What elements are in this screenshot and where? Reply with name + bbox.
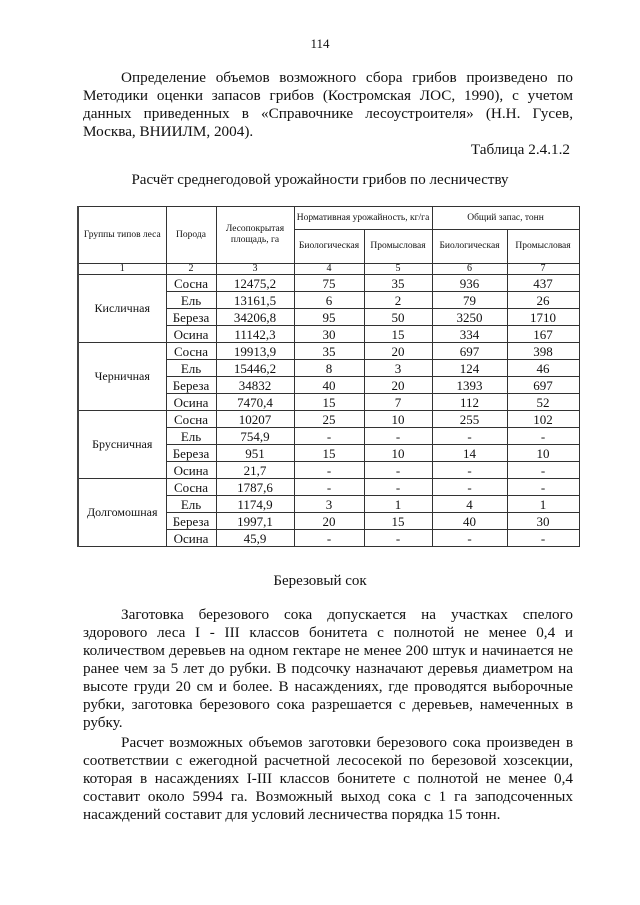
cell-area: 12475,2 bbox=[216, 275, 294, 292]
cell-stock-comm: 697 bbox=[507, 377, 579, 394]
cell-stock-comm: 167 bbox=[507, 326, 579, 343]
cell-stock-comm: 1710 bbox=[507, 309, 579, 326]
cell-stock-comm: 26 bbox=[507, 292, 579, 309]
cell-norm-comm: 15 bbox=[364, 513, 432, 530]
header-species: Порода bbox=[166, 207, 216, 264]
cell-species: Ель bbox=[166, 428, 216, 445]
cell-stock-bio: 1393 bbox=[432, 377, 507, 394]
cell-norm-bio: - bbox=[294, 428, 364, 445]
cell-stock-bio: 697 bbox=[432, 343, 507, 360]
cell-stock-bio: 79 bbox=[432, 292, 507, 309]
cell-stock-comm: 30 bbox=[507, 513, 579, 530]
cell-norm-comm: 15 bbox=[364, 326, 432, 343]
birch-sap-paragraph-1 bbox=[83, 606, 573, 732]
cell-area: 1787,6 bbox=[216, 479, 294, 496]
header-norm-yield: Нормативная урожайность, кг/га bbox=[294, 207, 432, 230]
cell-area: 951 bbox=[216, 445, 294, 462]
intro-paragraph bbox=[83, 69, 573, 141]
cell-stock-comm: 437 bbox=[507, 275, 579, 292]
cell-species: Осина bbox=[166, 394, 216, 411]
table-row bbox=[78, 275, 579, 292]
cell-norm-bio: 6 bbox=[294, 292, 364, 309]
cell-species: Ель bbox=[166, 496, 216, 513]
cell-stock-comm: 10 bbox=[507, 445, 579, 462]
col-number: 6 bbox=[432, 264, 507, 275]
cell-species: Береза bbox=[166, 445, 216, 462]
header-stock-bio: Биологическая bbox=[432, 230, 507, 264]
table-row bbox=[78, 411, 579, 428]
cell-stock-bio: - bbox=[432, 462, 507, 479]
cell-area: 34832 bbox=[216, 377, 294, 394]
cell-stock-comm: - bbox=[507, 479, 579, 496]
cell-area: 754,9 bbox=[216, 428, 294, 445]
header-group: Группы типов леса bbox=[78, 207, 166, 264]
cell-norm-bio: 20 bbox=[294, 513, 364, 530]
cell-stock-comm: 46 bbox=[507, 360, 579, 377]
header-total-stock: Общий запас, тонн bbox=[432, 207, 579, 230]
cell-norm-comm: - bbox=[364, 428, 432, 445]
cell-norm-bio: - bbox=[294, 530, 364, 547]
cell-norm-bio: 3 bbox=[294, 496, 364, 513]
cell-area: 13161,5 bbox=[216, 292, 294, 309]
cell-norm-bio: 8 bbox=[294, 360, 364, 377]
cell-area: 45,9 bbox=[216, 530, 294, 547]
cell-stock-bio: 112 bbox=[432, 394, 507, 411]
cell-norm-bio: 25 bbox=[294, 411, 364, 428]
cell-stock-comm: - bbox=[507, 428, 579, 445]
col-number: 1 bbox=[78, 264, 166, 275]
cell-norm-bio: 30 bbox=[294, 326, 364, 343]
cell-norm-bio: 40 bbox=[294, 377, 364, 394]
cell-species: Береза bbox=[166, 309, 216, 326]
cell-norm-comm: - bbox=[364, 462, 432, 479]
cell-stock-bio: 124 bbox=[432, 360, 507, 377]
cell-species: Ель bbox=[166, 292, 216, 309]
cell-norm-comm: 3 bbox=[364, 360, 432, 377]
col-number: 4 bbox=[294, 264, 364, 275]
cell-species: Сосна bbox=[166, 411, 216, 428]
cell-norm-comm: - bbox=[364, 530, 432, 547]
cell-species: Осина bbox=[166, 326, 216, 343]
cell-species: Ель bbox=[166, 360, 216, 377]
cell-species: Сосна bbox=[166, 479, 216, 496]
cell-area: 1174,9 bbox=[216, 496, 294, 513]
cell-area: 7470,4 bbox=[216, 394, 294, 411]
cell-norm-bio: 75 bbox=[294, 275, 364, 292]
table-row bbox=[78, 343, 579, 360]
table-title: Расчёт среднегодовой урожайности грибов по лесничеству bbox=[131, 172, 509, 188]
cell-norm-bio: - bbox=[294, 462, 364, 479]
cell-norm-comm: 7 bbox=[364, 394, 432, 411]
cell-stock-bio: 3250 bbox=[432, 309, 507, 326]
cell-norm-comm: 20 bbox=[364, 343, 432, 360]
cell-stock-comm: 102 bbox=[507, 411, 579, 428]
section-title: Березовый сок bbox=[273, 573, 367, 589]
forest-group-cell: Брусничная bbox=[78, 411, 166, 479]
cell-norm-comm: 2 bbox=[364, 292, 432, 309]
cell-stock-comm: - bbox=[507, 462, 579, 479]
cell-stock-comm: 1 bbox=[507, 496, 579, 513]
cell-norm-bio: 15 bbox=[294, 445, 364, 462]
cell-stock-comm: - bbox=[507, 530, 579, 547]
cell-norm-comm: 35 bbox=[364, 275, 432, 292]
cell-norm-bio: 95 bbox=[294, 309, 364, 326]
cell-norm-comm: - bbox=[364, 479, 432, 496]
cell-area: 15446,2 bbox=[216, 360, 294, 377]
cell-stock-bio: 334 bbox=[432, 326, 507, 343]
cell-species: Осина bbox=[166, 462, 216, 479]
col-number: 5 bbox=[364, 264, 432, 275]
cell-norm-bio: - bbox=[294, 479, 364, 496]
birch-sap-paragraph-2 bbox=[83, 734, 573, 824]
cell-species: Береза bbox=[166, 377, 216, 394]
page-number: 114 bbox=[310, 36, 330, 51]
cell-stock-bio: 936 bbox=[432, 275, 507, 292]
forest-group-cell: Долгомошная bbox=[78, 479, 166, 547]
cell-area: 1997,1 bbox=[216, 513, 294, 530]
col-number: 7 bbox=[507, 264, 579, 275]
cell-stock-comm: 398 bbox=[507, 343, 579, 360]
cell-norm-comm: 1 bbox=[364, 496, 432, 513]
forest-group-cell: Черничная bbox=[78, 343, 166, 411]
intro-paragraph-text: Определение объемов возможного сбора грибов произведено по Методики оценки запасов грибов (Костромская ЛОС, 1990), с учетом данных приведенных в «Справочнике лесоустроителя» (Н.Н. Гусев, Москва, ВНИИЛМ, 2004). bbox=[83, 69, 573, 140]
header-area: Лесопокрытая площадь, га bbox=[216, 207, 294, 264]
cell-species: Береза bbox=[166, 513, 216, 530]
cell-stock-bio: 4 bbox=[432, 496, 507, 513]
forest-group-cell: Кисличная bbox=[78, 275, 166, 343]
cell-species: Осина bbox=[166, 530, 216, 547]
birch-sap-paragraph-1-text: Заготовка березового сока допускается на участках спелого здорового леса I - III классов бонитета с полнотой не менее 0,4 и количеством деревьев на одном гектаре не менее 200 штук и начинается не ранее чем за 5 лет до рубки. В подсочку назначают деревья диаметром на высоте груди 20 см и более. В насаждениях, где проводятся выборочные рубки, заготовка березового сока разрешается с деревьев, намеченных в рубку. bbox=[83, 606, 573, 731]
cell-stock-bio: 40 bbox=[432, 513, 507, 530]
header-norm-comm: Промысловая bbox=[364, 230, 432, 264]
cell-area: 11142,3 bbox=[216, 326, 294, 343]
cell-area: 21,7 bbox=[216, 462, 294, 479]
cell-species: Сосна bbox=[166, 343, 216, 360]
cell-stock-bio: 255 bbox=[432, 411, 507, 428]
cell-species: Сосна bbox=[166, 275, 216, 292]
cell-stock-bio: - bbox=[432, 530, 507, 547]
cell-area: 19913,9 bbox=[216, 343, 294, 360]
cell-norm-comm: 10 bbox=[364, 445, 432, 462]
cell-norm-comm: 50 bbox=[364, 309, 432, 326]
cell-stock-bio: 14 bbox=[432, 445, 507, 462]
cell-norm-comm: 10 bbox=[364, 411, 432, 428]
table-reference: Таблица 2.4.1.2 bbox=[470, 141, 570, 158]
cell-norm-comm: 20 bbox=[364, 377, 432, 394]
cell-stock-comm: 52 bbox=[507, 394, 579, 411]
cell-area: 10207 bbox=[216, 411, 294, 428]
cell-stock-bio: - bbox=[432, 428, 507, 445]
header-stock-comm: Промысловая bbox=[507, 230, 579, 264]
cell-area: 34206,8 bbox=[216, 309, 294, 326]
cell-norm-bio: 15 bbox=[294, 394, 364, 411]
cell-norm-bio: 35 bbox=[294, 343, 364, 360]
cell-stock-bio: - bbox=[432, 479, 507, 496]
col-number: 3 bbox=[216, 264, 294, 275]
col-number: 2 bbox=[166, 264, 216, 275]
birch-sap-paragraph-2-text: Расчет возможных объемов заготовки березового сока произведен в соответствии с ежегодной расчетной лесосекой по березовой хозсекции, которая в насаждениях I-III классов бонитете с полнотой не менее 0,4 составит около 5994 га. Возможный выход сока с 1 га заподсоченных насаждений составит для условий лесничества порядка 15 тонн. bbox=[83, 734, 573, 823]
header-norm-bio: Биологическая bbox=[294, 230, 364, 264]
table-row bbox=[78, 479, 579, 496]
mushroom-yield-table bbox=[77, 206, 580, 547]
